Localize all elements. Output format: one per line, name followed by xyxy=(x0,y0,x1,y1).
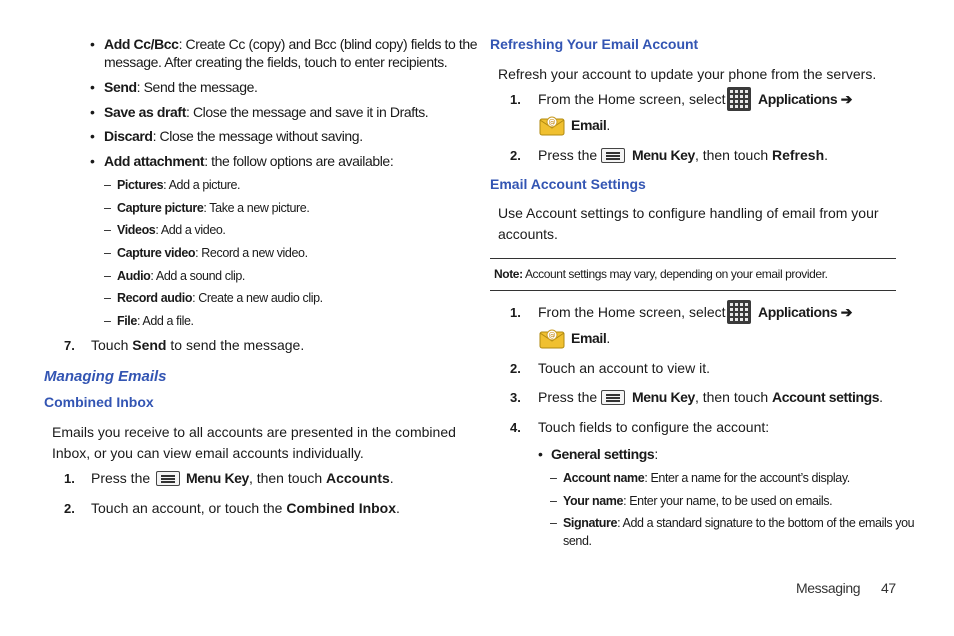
email-icon xyxy=(539,327,565,349)
settings-step-3: Press the xyxy=(538,389,598,405)
settings-step-3-rest: Menu Key, then touch Account settings. xyxy=(632,389,884,405)
combined-step-2: Touch an account, or touch the Combined Inbox. xyxy=(91,500,400,516)
refresh-step-1: From the Home screen, select xyxy=(538,91,726,107)
menu-key-icon xyxy=(601,148,625,163)
step-number: 2. xyxy=(510,361,521,376)
step-number: 1. xyxy=(510,305,521,320)
footer-page-number: 47 xyxy=(881,580,896,596)
email-icon xyxy=(539,114,565,136)
step-number: 7. xyxy=(64,338,75,353)
combined-paragraph-line2: Inbox, or you can view email accounts individually. xyxy=(52,445,364,461)
settings-paragraph-line2: accounts. xyxy=(498,226,558,242)
bullet-general-settings: • General settings: xyxy=(538,446,658,462)
sub-bullet-account-name: – Account name: Enter a name for the account’s display. xyxy=(550,471,850,485)
settings-step-1-email: Email. xyxy=(571,330,611,346)
sub-bullet-capture-picture: – Capture picture: Take a new picture. xyxy=(104,201,310,215)
sub-bullet-audio: – Audio: Add a sound clip. xyxy=(104,269,245,283)
combined-step-1-rest: Menu Key, then touch Accounts. xyxy=(186,470,394,486)
refresh-step-2-rest: Menu Key, then touch Refresh. xyxy=(632,147,829,163)
settings-step-1-apps: Applications ➔ xyxy=(758,304,853,320)
step-number: 2. xyxy=(510,148,521,163)
footer-section: Messaging xyxy=(796,580,861,596)
refresh-step-1-apps: Applications ➔ xyxy=(758,91,853,107)
step-number: 2. xyxy=(64,501,75,516)
heading-email-account-settings: Email Account Settings xyxy=(490,176,646,192)
sub-bullet-record-audio: – Record audio: Create a new audio clip. xyxy=(104,291,323,305)
combined-paragraph-line1: Emails you receive to all accounts are presented in the combined xyxy=(52,424,456,440)
note-bottom-rule xyxy=(490,290,896,291)
heading-refreshing-account: Refreshing Your Email Account xyxy=(490,36,699,52)
combined-step-1: Press the xyxy=(91,470,151,486)
step-number: 4. xyxy=(510,420,521,435)
menu-key-icon xyxy=(601,390,625,405)
applications-icon xyxy=(727,87,751,111)
bullet-send: • Send: Send the message. xyxy=(90,79,258,95)
note-top-rule xyxy=(490,258,896,259)
bullet-discard: • Discard: Close the message without saving. xyxy=(90,128,363,144)
step-number: 1. xyxy=(510,92,521,107)
settings-step-4: Touch fields to configure the account: xyxy=(538,419,770,435)
menu-key-icon xyxy=(156,471,180,486)
settings-paragraph-line1: Use Account settings to configure handling of email from your xyxy=(498,205,879,221)
svg-text:@: @ xyxy=(548,118,556,127)
refresh-step-2: Press the xyxy=(538,147,598,163)
step-number: 1. xyxy=(64,471,75,486)
step-7-text: Touch Send to send the message. xyxy=(91,337,305,353)
settings-step-1: From the Home screen, select xyxy=(538,304,726,320)
sub-bullet-capture-video: – Capture video: Record a new video. xyxy=(104,246,308,260)
sub-bullet-file: – File: Add a file. xyxy=(104,314,194,328)
heading-combined-inbox: Combined Inbox xyxy=(44,394,154,410)
sub-bullet-pictures: – Pictures: Add a picture. xyxy=(104,178,241,192)
refresh-step-1-email: Email. xyxy=(571,117,611,133)
sub-bullet-your-name: – Your name: Enter your name, to be used on emails. xyxy=(550,494,833,508)
bullet-add-cc-bcc: • Add Cc/Bcc: Create Cc (copy) and Bcc (blind copy) fields to the xyxy=(90,36,478,52)
step-number: 3. xyxy=(510,390,521,405)
bullet-save-as-draft: • Save as draft: Close the message and save it in Drafts. xyxy=(90,104,429,120)
sub-bullet-signature: – Signature: Add a standard signature to the bottom of the emails you xyxy=(550,516,915,530)
svg-text:@: @ xyxy=(548,331,556,340)
sub-bullet-videos: – Videos: Add a video. xyxy=(104,223,226,237)
heading-managing-emails: Managing Emails xyxy=(44,368,167,385)
sub-bullet-signature-cont: send. xyxy=(563,534,592,548)
refresh-paragraph: Refresh your account to update your phone from the servers. xyxy=(498,66,877,82)
bullet-add-cc-bcc-cont: message. After creating the fields, touch to enter recipients. xyxy=(104,54,448,70)
bullet-add-attachment: • Add attachment: the follow options are available: xyxy=(90,153,394,169)
note: Note: Account settings may vary, depending on your email provider. xyxy=(494,267,828,281)
settings-step-2: Touch an account to view it. xyxy=(538,360,710,376)
applications-icon xyxy=(727,300,751,324)
